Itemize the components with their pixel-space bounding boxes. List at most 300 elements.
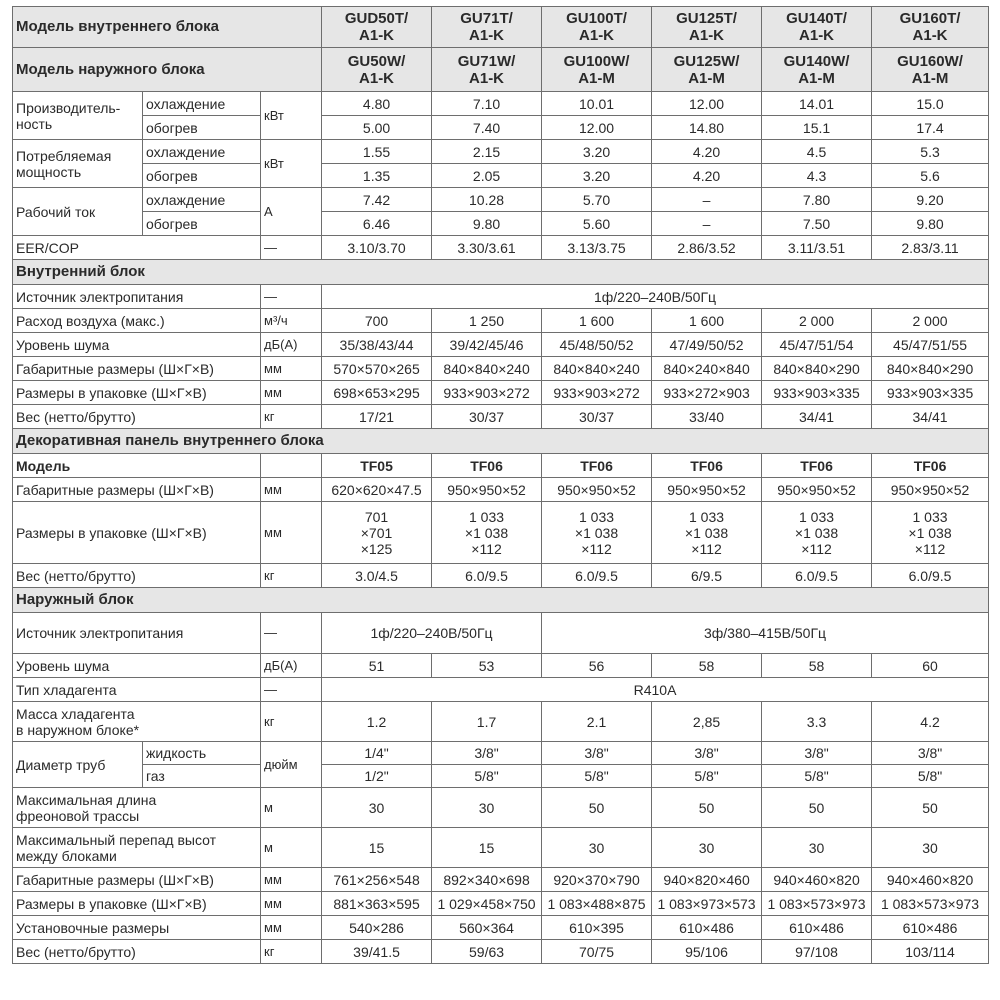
value-cell-line: ×112 bbox=[914, 540, 946, 557]
value-cell-line: ×125 bbox=[360, 540, 393, 557]
value-cell: 1 083×488×875 bbox=[542, 892, 652, 916]
value-cell: 10.01 bbox=[542, 92, 652, 116]
value-cell: 1/4" bbox=[322, 742, 432, 765]
value-cell: 3/8" bbox=[872, 742, 989, 765]
mode-label: охлаждение bbox=[143, 92, 261, 116]
value-cell: 2 000 bbox=[872, 309, 989, 333]
eer-row bbox=[13, 236, 989, 260]
value-cell-line: ×112 bbox=[471, 540, 502, 557]
unit-label: — bbox=[261, 613, 322, 654]
value-cell-line: ×1 038 bbox=[794, 524, 839, 541]
outdoor-model-cell-line: GU140W/ bbox=[783, 52, 850, 70]
indoor-row bbox=[13, 309, 989, 333]
value-cell: 5.6 bbox=[872, 164, 989, 188]
outdoor-refrigerant-row bbox=[13, 678, 989, 702]
value-cell: 15.1 bbox=[762, 116, 872, 140]
outdoor-model-cell bbox=[432, 48, 542, 92]
param-label bbox=[13, 140, 143, 188]
value-cell: 5/8" bbox=[652, 765, 762, 788]
param-label bbox=[13, 188, 143, 236]
value-cell: 30 bbox=[432, 788, 542, 828]
value-cell: 1 083×573×973 bbox=[762, 892, 872, 916]
indoor-model-cell-line: GU100T/ bbox=[566, 10, 627, 27]
outdoor-model-cell bbox=[322, 48, 432, 92]
value-cell: 570×570×265 bbox=[322, 357, 432, 381]
value-cell: 610×395 bbox=[542, 916, 652, 940]
mode-label: жидкость bbox=[143, 742, 261, 765]
outdoor-row bbox=[13, 916, 989, 940]
unit-label: м³/ч bbox=[261, 309, 322, 333]
param-label: Вес (нетто/брутто) bbox=[13, 940, 261, 964]
outdoor-pipe-row bbox=[13, 765, 989, 788]
value-cell: 30 bbox=[542, 828, 652, 868]
value-cell: 1.7 bbox=[432, 702, 542, 742]
value-cell: – bbox=[652, 212, 762, 236]
param-label: Диаметр труб bbox=[13, 742, 143, 788]
value-cell: 9.80 bbox=[872, 212, 989, 236]
outdoor-model-cell-line: A1-M bbox=[911, 69, 949, 87]
value-cell: 3.3 bbox=[762, 702, 872, 742]
unit-label: мм bbox=[261, 892, 322, 916]
value-cell bbox=[872, 502, 989, 564]
value-cell: 950×950×52 bbox=[432, 478, 542, 502]
unit-label: дюйм bbox=[261, 742, 322, 788]
indoor-row bbox=[13, 333, 989, 357]
value-cell: 950×950×52 bbox=[762, 478, 872, 502]
value-cell: 1 600 bbox=[542, 309, 652, 333]
value-cell: – bbox=[652, 188, 762, 212]
param-label-line: в наружном блоке* bbox=[16, 721, 140, 738]
value-cell-line: ×1 038 bbox=[464, 524, 509, 541]
value-cell: 1.55 bbox=[322, 140, 432, 164]
unit-label: мм bbox=[261, 916, 322, 940]
param-label: Уровень шума bbox=[13, 654, 261, 678]
value-cell: 5.70 bbox=[542, 188, 652, 212]
indoor-power-row bbox=[13, 285, 989, 309]
value-cell: 45/47/51/55 bbox=[872, 333, 989, 357]
value-cell: 103/114 bbox=[872, 940, 989, 964]
outdoor-pipe-row bbox=[13, 742, 989, 765]
unit-label: кг bbox=[261, 702, 322, 742]
perf-row bbox=[13, 212, 989, 236]
perf-row bbox=[13, 140, 989, 164]
value-cell: 35/38/43/44 bbox=[322, 333, 432, 357]
value-cell bbox=[652, 502, 762, 564]
param-label: Размеры в упаковке (Ш×Г×В) bbox=[13, 502, 261, 564]
param-label: Источник электропитания bbox=[13, 285, 261, 309]
param-label bbox=[13, 92, 143, 140]
indoor-model-cell bbox=[652, 7, 762, 48]
param-label: Размеры в упаковке (Ш×Г×В) bbox=[13, 381, 261, 405]
value-cell: 950×950×52 bbox=[652, 478, 762, 502]
perf-row bbox=[13, 188, 989, 212]
value-cell: 58 bbox=[762, 654, 872, 678]
param-label bbox=[13, 702, 261, 742]
param-label-line: Максимальная длина bbox=[16, 791, 157, 808]
value-cell: 3.10/3.70 bbox=[322, 236, 432, 260]
unit-label: А bbox=[261, 188, 322, 236]
value-cell: 4.80 bbox=[322, 92, 432, 116]
value-cell: 5/8" bbox=[872, 765, 989, 788]
value-cell: 14.80 bbox=[652, 116, 762, 140]
value-cell: 2.15 bbox=[432, 140, 542, 164]
section-outdoor bbox=[13, 588, 989, 613]
header-row-outdoor bbox=[13, 48, 989, 92]
value-cell: 2.83/3.11 bbox=[872, 236, 989, 260]
unit-label: кг bbox=[261, 940, 322, 964]
value-cell: 3/8" bbox=[542, 742, 652, 765]
value-cell-line: 1 033 bbox=[469, 508, 505, 525]
outdoor-row bbox=[13, 868, 989, 892]
unit-label: — bbox=[261, 236, 322, 260]
outdoor-charge-row bbox=[13, 702, 989, 742]
value-cell: 1.2 bbox=[322, 702, 432, 742]
value-cell: 5.3 bbox=[872, 140, 989, 164]
section-indoor bbox=[13, 260, 989, 285]
value-cell: 7.10 bbox=[432, 92, 542, 116]
section-panel bbox=[13, 429, 989, 454]
indoor-model-cell-line: A1-K bbox=[689, 27, 725, 44]
value-cell: 15.0 bbox=[872, 92, 989, 116]
value-cell: 610×486 bbox=[652, 916, 762, 940]
value-cell: 1 029×458×750 bbox=[432, 892, 542, 916]
panel-model-cell: TF06 bbox=[542, 454, 652, 478]
outdoor-model-cell bbox=[762, 48, 872, 92]
value-cell: 4.20 bbox=[652, 164, 762, 188]
value-cell: 30 bbox=[762, 828, 872, 868]
indoor-model-cell-line: GU160T/ bbox=[899, 10, 961, 27]
spec-table-body bbox=[13, 7, 989, 964]
param-label: Габаритные размеры (Ш×Г×В) bbox=[13, 357, 261, 381]
unit-label: мм bbox=[261, 478, 322, 502]
outdoor-model-cell bbox=[652, 48, 762, 92]
unit-label: кВт bbox=[261, 140, 322, 188]
value-cell bbox=[762, 502, 872, 564]
value-cell: 9.20 bbox=[872, 188, 989, 212]
value-cell: 1ф/220–240В/50Гц bbox=[322, 285, 989, 309]
value-cell: 12.00 bbox=[542, 116, 652, 140]
indoor-row bbox=[13, 381, 989, 405]
value-cell: 933×903×272 bbox=[542, 381, 652, 405]
value-cell: 761×256×548 bbox=[322, 868, 432, 892]
panel-model-row bbox=[13, 454, 989, 478]
value-cell: 39/41.5 bbox=[322, 940, 432, 964]
value-cell: 940×820×460 bbox=[652, 868, 762, 892]
param-label bbox=[13, 828, 261, 868]
value-cell: 5.00 bbox=[322, 116, 432, 140]
outdoor-noise-row bbox=[13, 654, 989, 678]
param-label: Уровень шума bbox=[13, 333, 261, 357]
value-cell: 1 250 bbox=[432, 309, 542, 333]
value-cell: 6.0/9.5 bbox=[432, 564, 542, 588]
value-cell: 95/106 bbox=[652, 940, 762, 964]
value-cell: 610×486 bbox=[762, 916, 872, 940]
value-cell: 34/41 bbox=[762, 405, 872, 429]
value-cell: 50 bbox=[542, 788, 652, 828]
value-cell: 3.0/4.5 bbox=[322, 564, 432, 588]
value-cell: 920×370×790 bbox=[542, 868, 652, 892]
value-cell-line: 1 033 bbox=[579, 508, 615, 525]
value-cell: 2,85 bbox=[652, 702, 762, 742]
panel-dims-row bbox=[13, 478, 989, 502]
value-cell: 45/47/51/54 bbox=[762, 333, 872, 357]
unit-label bbox=[261, 454, 322, 478]
unit-label: — bbox=[261, 678, 322, 702]
param-label: Размеры в упаковке (Ш×Г×В) bbox=[13, 892, 261, 916]
param-label: Вес (нетто/брутто) bbox=[13, 564, 261, 588]
value-cell: 56 bbox=[542, 654, 652, 678]
value-cell: 3.20 bbox=[542, 164, 652, 188]
outdoor-model-cell-line: A1-K bbox=[469, 69, 505, 87]
indoor-model-cell bbox=[872, 7, 989, 48]
outdoor-model-header: Модель наружного блока bbox=[13, 48, 322, 92]
value-cell: 3/8" bbox=[762, 742, 872, 765]
value-cell: 70/75 bbox=[542, 940, 652, 964]
value-cell: 6.0/9.5 bbox=[762, 564, 872, 588]
value-cell: 39/42/45/46 bbox=[432, 333, 542, 357]
outdoor-model-cell-line: A1-K bbox=[359, 69, 395, 87]
mode-label: обогрев bbox=[143, 164, 261, 188]
value-cell: 4.20 bbox=[652, 140, 762, 164]
value-cell: 1/2" bbox=[322, 765, 432, 788]
outdoor-route-row bbox=[13, 828, 989, 868]
value-cell: 50 bbox=[872, 788, 989, 828]
value-cell: 950×950×52 bbox=[872, 478, 989, 502]
value-cell: 1 083×573×973 bbox=[872, 892, 989, 916]
param-label-line: Максимальный перепад высот bbox=[16, 831, 216, 848]
indoor-row bbox=[13, 405, 989, 429]
section-title: Наружный блок bbox=[13, 588, 989, 613]
value-cell: 892×340×698 bbox=[432, 868, 542, 892]
unit-label: дБ(А) bbox=[261, 654, 322, 678]
param-label: Установочные размеры bbox=[13, 916, 261, 940]
unit-label: дБ(А) bbox=[261, 333, 322, 357]
value-cell-line: 1 033 bbox=[689, 508, 725, 525]
unit-label: кг bbox=[261, 405, 322, 429]
value-cell-line: ×701 bbox=[360, 524, 393, 541]
value-cell: 50 bbox=[762, 788, 872, 828]
unit-label: мм bbox=[261, 502, 322, 564]
param-label-line: фреоновой трассы bbox=[16, 807, 140, 824]
value-cell: 7.40 bbox=[432, 116, 542, 140]
value-cell: 17/21 bbox=[322, 405, 432, 429]
value-cell: 2 000 bbox=[762, 309, 872, 333]
outdoor-model-cell-line: GU100W/ bbox=[563, 52, 630, 70]
unit-label: кВт bbox=[261, 92, 322, 140]
param-label: EER/COP bbox=[13, 236, 261, 260]
value-cell: 6.0/9.5 bbox=[542, 564, 652, 588]
value-cell: 7.80 bbox=[762, 188, 872, 212]
param-label-line: Производитель- bbox=[16, 99, 121, 116]
outdoor-row bbox=[13, 940, 989, 964]
value-cell: 700 bbox=[322, 309, 432, 333]
indoor-model-cell-line: GU71T/ bbox=[460, 10, 513, 27]
value-cell: 47/49/50/52 bbox=[652, 333, 762, 357]
value-cell: 840×840×290 bbox=[872, 357, 989, 381]
value-cell: 698×653×295 bbox=[322, 381, 432, 405]
value-cell bbox=[322, 502, 432, 564]
indoor-model-cell bbox=[762, 7, 872, 48]
value-cell: 9.80 bbox=[432, 212, 542, 236]
perf-row bbox=[13, 116, 989, 140]
value-cell: 620×620×47.5 bbox=[322, 478, 432, 502]
value-cell: 940×460×820 bbox=[762, 868, 872, 892]
value-cell-line: 701 bbox=[364, 508, 389, 525]
unit-label: кг bbox=[261, 564, 322, 588]
value-cell: 610×486 bbox=[872, 916, 989, 940]
unit-label: мм bbox=[261, 357, 322, 381]
unit-label: м bbox=[261, 828, 322, 868]
value-cell: 7.50 bbox=[762, 212, 872, 236]
indoor-model-cell-line: GU125T/ bbox=[676, 10, 737, 27]
section-title: Декоративная панель внутреннего блока bbox=[13, 429, 989, 454]
indoor-model-cell bbox=[322, 7, 432, 48]
panel-model-cell: TF05 bbox=[322, 454, 432, 478]
value-cell: 1 600 bbox=[652, 309, 762, 333]
outdoor-power-row bbox=[13, 613, 989, 654]
mode-label: газ bbox=[143, 765, 261, 788]
value-cell-line: ×112 bbox=[691, 540, 722, 557]
section-title: Внутренний блок bbox=[13, 260, 989, 285]
param-label: Габаритные размеры (Ш×Г×В) bbox=[13, 478, 261, 502]
outdoor-model-cell bbox=[542, 48, 652, 92]
value-cell: 2.05 bbox=[432, 164, 542, 188]
mode-label: обогрев bbox=[143, 116, 261, 140]
indoor-model-cell-line: A1-K bbox=[579, 27, 615, 44]
param-label: Тип хладагента bbox=[13, 678, 261, 702]
value-cell: 5/8" bbox=[432, 765, 542, 788]
value-cell-line: ×1 038 bbox=[684, 524, 729, 541]
outdoor-route-row bbox=[13, 788, 989, 828]
indoor-model-cell-line: GUD50T/ bbox=[344, 10, 409, 27]
value-cell-line: ×112 bbox=[581, 540, 612, 557]
value-cell: 3/8" bbox=[652, 742, 762, 765]
outdoor-model-cell-line: GU125W/ bbox=[673, 52, 740, 70]
value-cell: 12.00 bbox=[652, 92, 762, 116]
value-cell: 3.20 bbox=[542, 140, 652, 164]
value-cell: 50 bbox=[652, 788, 762, 828]
value-cell-line: 1 033 bbox=[799, 508, 835, 525]
value-cell: 840×840×240 bbox=[432, 357, 542, 381]
param-label-line: Потребляемая bbox=[16, 147, 112, 164]
value-cell: 1.35 bbox=[322, 164, 432, 188]
value-cell bbox=[542, 502, 652, 564]
value-cell: 840×240×840 bbox=[652, 357, 762, 381]
value-cell: 58 bbox=[652, 654, 762, 678]
param-label: Габаритные размеры (Ш×Г×В) bbox=[13, 868, 261, 892]
indoor-model-cell-line: A1-K bbox=[469, 27, 505, 44]
value-cell-line: ×112 bbox=[801, 540, 832, 557]
value-cell: 933×272×903 bbox=[652, 381, 762, 405]
panel-model-cell: TF06 bbox=[652, 454, 762, 478]
param-label bbox=[13, 788, 261, 828]
param-label-line: между блоками bbox=[16, 847, 117, 864]
value-cell: 840×840×290 bbox=[762, 357, 872, 381]
param-label-line: ность bbox=[16, 115, 53, 132]
param-label: Источник электропитания bbox=[13, 613, 261, 654]
param-label-line: мощность bbox=[16, 163, 82, 180]
panel-model-cell: TF06 bbox=[432, 454, 542, 478]
value-cell: 840×840×240 bbox=[542, 357, 652, 381]
param-label-line: Рабочий ток bbox=[16, 203, 96, 220]
value-cell: 933×903×272 bbox=[432, 381, 542, 405]
unit-label: мм bbox=[261, 868, 322, 892]
value-cell: 97/108 bbox=[762, 940, 872, 964]
value-cell: 5/8" bbox=[762, 765, 872, 788]
perf-row bbox=[13, 92, 989, 116]
outdoor-model-cell-line: GU160W/ bbox=[897, 52, 963, 70]
outdoor-model-cell-line: GU71W/ bbox=[457, 52, 516, 70]
indoor-model-cell-line: GU140T/ bbox=[786, 10, 847, 27]
indoor-model-cell bbox=[432, 7, 542, 48]
value-cell: 3/8" bbox=[432, 742, 542, 765]
value-cell: 540×286 bbox=[322, 916, 432, 940]
unit-label: м bbox=[261, 788, 322, 828]
spec-table bbox=[12, 6, 989, 964]
value-cell: 33/40 bbox=[652, 405, 762, 429]
value-cell: 933×903×335 bbox=[762, 381, 872, 405]
outdoor-model-cell-line: A1-M bbox=[578, 69, 615, 87]
outdoor-model-cell-line: A1-M bbox=[798, 69, 835, 87]
value-cell: 2.1 bbox=[542, 702, 652, 742]
param-label: Вес (нетто/брутто) bbox=[13, 405, 261, 429]
indoor-model-cell bbox=[542, 7, 652, 48]
indoor-model-cell-line: A1-K bbox=[359, 27, 395, 44]
perf-row bbox=[13, 164, 989, 188]
outdoor-model-cell-line: A1-M bbox=[688, 69, 725, 87]
value-cell: 30 bbox=[652, 828, 762, 868]
value-cell-line: ×1 038 bbox=[908, 524, 952, 541]
panel-pack-row bbox=[13, 502, 989, 564]
value-cell: 1ф/220–240В/50Гц bbox=[322, 613, 542, 654]
header-row-indoor bbox=[13, 7, 989, 48]
indoor-model-cell-line: A1-K bbox=[912, 27, 948, 44]
spec-table-wrapper bbox=[12, 6, 988, 964]
value-cell: R410A bbox=[322, 678, 989, 702]
unit-label: — bbox=[261, 285, 322, 309]
value-cell: 59/63 bbox=[432, 940, 542, 964]
value-cell: 6.46 bbox=[322, 212, 432, 236]
value-cell: 51 bbox=[322, 654, 432, 678]
panel-model-label: Модель bbox=[13, 454, 261, 478]
value-cell: 560×364 bbox=[432, 916, 542, 940]
value-cell: 3.13/3.75 bbox=[542, 236, 652, 260]
value-cell: 7.42 bbox=[322, 188, 432, 212]
value-cell: 4.3 bbox=[762, 164, 872, 188]
value-cell: 60 bbox=[872, 654, 989, 678]
value-cell: 30 bbox=[872, 828, 989, 868]
value-cell: 10.28 bbox=[432, 188, 542, 212]
value-cell: 15 bbox=[432, 828, 542, 868]
value-cell: 950×950×52 bbox=[542, 478, 652, 502]
panel-model-cell: TF06 bbox=[872, 454, 989, 478]
param-label: Расход воздуха (макс.) bbox=[13, 309, 261, 333]
value-cell bbox=[432, 502, 542, 564]
value-cell: 53 bbox=[432, 654, 542, 678]
value-cell: 15 bbox=[322, 828, 432, 868]
value-cell: 881×363×595 bbox=[322, 892, 432, 916]
value-cell: 5.60 bbox=[542, 212, 652, 236]
value-cell: 30 bbox=[322, 788, 432, 828]
mode-label: охлаждение bbox=[143, 140, 261, 164]
outdoor-row bbox=[13, 892, 989, 916]
indoor-model-header: Модель внутреннего блока bbox=[13, 7, 322, 48]
value-cell: 5/8" bbox=[542, 765, 652, 788]
value-cell: 17.4 bbox=[872, 116, 989, 140]
value-cell: 6/9.5 bbox=[652, 564, 762, 588]
value-cell: 14.01 bbox=[762, 92, 872, 116]
panel-weight-row bbox=[13, 564, 989, 588]
